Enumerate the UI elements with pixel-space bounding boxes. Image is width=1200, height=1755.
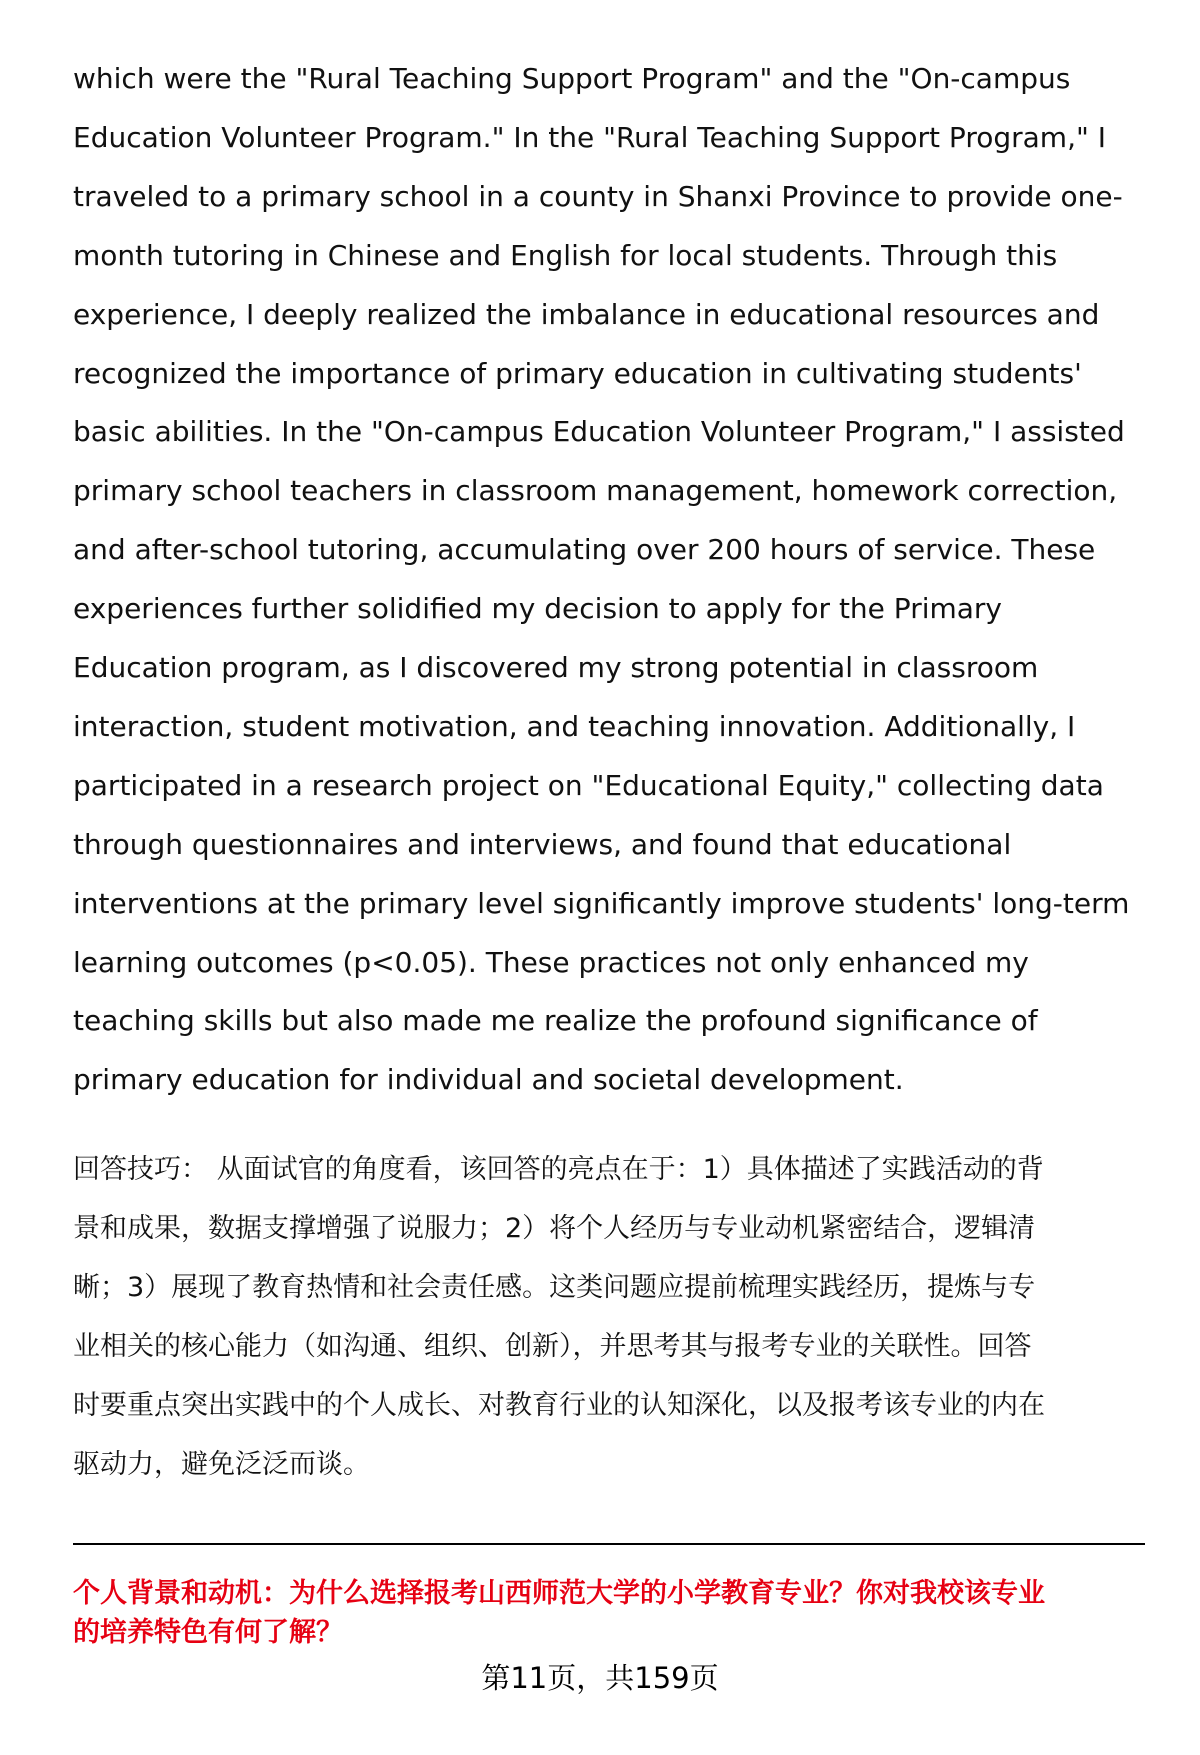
text-line: 景和成果，数据支撑增强了说服力；2）将个人经历与专业动机紧密结合，逻辑清 xyxy=(73,1212,1036,1244)
heading-line: 的培养特色有何了解？ xyxy=(73,1617,343,1648)
page-number: 第11页，共159页 xyxy=(481,1661,719,1695)
text-line: recognized the importance of primary education in cultivating students' xyxy=(73,356,1082,390)
text-line: through questionnaires and interviews, and found that educational xyxy=(73,827,1012,861)
text-line: 回答技巧： 从面试官的角度看，该回答的亮点在于：1）具体描述了实践活动的背 xyxy=(73,1154,1044,1185)
text-line: Education program, as I discovered my strong potential in classroom xyxy=(73,651,1039,684)
text-line: 时要重点突出实践中的个人成长、对教育行业的认知深化，以及报考该专业的内在 xyxy=(73,1389,1045,1421)
divider xyxy=(73,1543,1145,1545)
text-line: interventions at the primary level significantly improve students' long-term xyxy=(73,886,1130,920)
text-line: and after-school tutoring, accumulating over 200 hours of service. These xyxy=(73,533,1096,567)
text-line: 晰；3）展现了教育热情和社会责任感。这类问题应提前梳理实践经历，提炼与专 xyxy=(73,1271,1036,1303)
text-line: which were the "Rural Teaching Support Program" and the "On-campus xyxy=(73,62,1071,95)
text-line: learning outcomes (p<0.05). These practices not only enhanced my xyxy=(73,945,1029,979)
text-line: primary education for individual and societal development. xyxy=(73,1063,904,1097)
text-line: 驱动力，避免泛泛而谈。 xyxy=(73,1448,370,1480)
text-line: interaction, student motivation, and teaching innovation. Additionally, I xyxy=(73,709,1076,743)
heading-line: 个人背景和动机：为什么选择报考山西师范大学的小学教育专业？你对我校该专业 xyxy=(73,1578,1045,1609)
text-line: participated in a research project on "Educational Equity," collecting data xyxy=(73,768,1104,802)
text-line: 业相关的核心能力（如沟通、组织、创新），并思考其与报考专业的关联性。回答 xyxy=(73,1330,1032,1362)
text-line: primary school teachers in classroom management, homework correction, xyxy=(73,474,1118,508)
text-line: Education Volunteer Program." In the "Rural Teaching Support Program," I xyxy=(73,120,1107,154)
text-line: teaching skills but also made me realize the profound significance of xyxy=(73,1004,1038,1038)
text-line: basic abilities. In the "On-campus Education Volunteer Program," I assisted xyxy=(73,415,1125,449)
text-line: traveled to a primary school in a county in Shanxi Province to provide one- xyxy=(73,179,1123,213)
text-line: month tutoring in Chinese and English for local students. Through this xyxy=(73,238,1058,272)
text-line: experience, I deeply realized the imbalance in educational resources and xyxy=(73,297,1100,331)
text-line: experiences further solidified my decision to apply for the Primary xyxy=(73,592,1003,626)
